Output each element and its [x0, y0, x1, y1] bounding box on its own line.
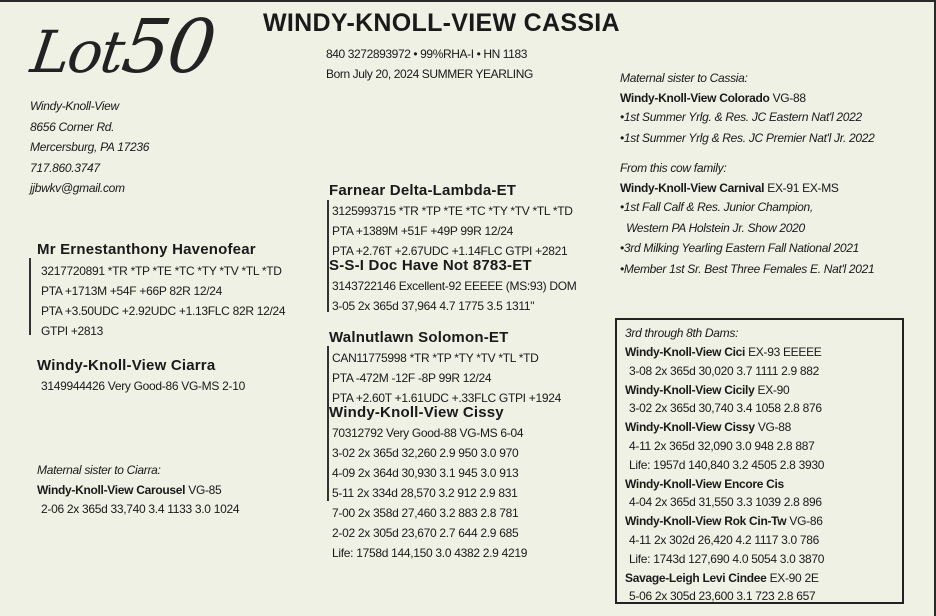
sire-bracket-line — [29, 258, 31, 335]
box-cow-score: VG-88 — [757, 420, 791, 434]
box-cow-title — [625, 343, 824, 362]
box-cow-score: EX-90 — [757, 382, 790, 397]
box-cow-name: Windy-Knoll-View Cici — [625, 345, 746, 359]
box-cow-record: 4-04 2x 365d 31,550 3.3 1039 2.8 896 — [629, 495, 822, 509]
sire-details — [41, 261, 285, 341]
sire-line: PTA +1713M +54F +66P 82R 12/24 — [41, 284, 223, 298]
lot-number — [26, 4, 220, 91]
box-cow-name: Savage-Leigh Levi Cindee — [625, 570, 767, 585]
box-cow-record: 4-11 2x 365d 32,090 3.0 948 2.8 887 — [629, 438, 815, 453]
box-cow-record: 4-11 2x 302d 26,420 4.2 1117 3.0 786 — [629, 532, 820, 547]
box-cow-score: EX-90 2E — [769, 570, 819, 585]
cow-family-note: •1st Fall Calf & Res. Junior Champion, — [620, 200, 813, 214]
dam-side-bracket-line — [327, 346, 329, 501]
dams-sire-line: PTA +2.60T +1.61UDC +.33FLC GTPI +1924 — [332, 391, 561, 405]
cassia-sister-score: VG-88 — [772, 90, 806, 105]
cow-family-name: Windy-Knoll-View Carnival — [620, 180, 765, 195]
animal-name: WINDY-KNOLL-VIEW CASSIA — [263, 9, 620, 37]
cow-family-heading: From this cow family: — [620, 161, 727, 175]
dams-sire-line: CAN11775998 *TR *TP *TY *TV *TL *TD — [332, 351, 539, 365]
dams-dam-record: 3-02 2x 365d 32,260 2.9 950 3.0 970 — [332, 446, 519, 460]
cow-family-section — [620, 158, 874, 279]
box-cow-score: VG-86 — [789, 514, 823, 528]
ciarra-sister-record: 2-06 2x 365d 33,740 3.4 1133 3.0 1024 — [41, 502, 240, 516]
ciarra-sister-heading: Maternal sister to Ciarra: — [37, 463, 161, 477]
box-cow-record: 3-02 2x 365d 30,740 3.4 1058 2.8 876 — [629, 401, 822, 415]
cassia-sister-heading: Maternal sister to Cassia: — [620, 71, 748, 85]
consignor-line: Mercersburg, PA 17236 — [30, 140, 150, 154]
dam-line: 3149944426 Very Good-86 VG-MS 2-10 — [41, 379, 245, 393]
box-cow-lifetime: Life: 1743d 127,690 4.0 5054 3.0 3870 — [629, 551, 825, 566]
dams-dam-lifetime: Life: 1758d 144,150 3.0 4382 2.9 4219 — [332, 546, 528, 560]
dams-dam-record: 7-00 2x 358d 27,460 3.2 883 2.8 781 — [332, 506, 519, 520]
sires-sire-name: Farnear Delta-Lambda-ET — [329, 182, 517, 199]
cassia-sister-note: •1st Summer Yrlg & Res. JC Premier Nat'l Jr. 2022 — [620, 130, 875, 145]
sires-sire-line: PTA +2.76T +2.67UDC +1.14FLC GTPI +2821 — [332, 244, 568, 258]
dams-dam-record: 5-11 2x 334d 28,570 3.2 912 2.9 831 — [332, 486, 518, 500]
animal-born-line: Born July 20, 2024 SUMMER YEARLING — [326, 67, 533, 81]
dams-dam-details — [332, 423, 527, 563]
cow-family-note: •Member 1st Sr. Best Three Females E. Nat'l 2021 — [620, 261, 875, 276]
sire-line: PTA +3.50UDC +2.92UDC +1.13FLC 82R 12/24 — [41, 304, 286, 318]
dam-name: Windy-Knoll-View Ciarra — [37, 357, 216, 374]
lot-word: Lot — [26, 18, 128, 86]
cassia-sister-section — [620, 68, 875, 148]
dams-sire-details — [332, 348, 561, 408]
box-cow-name: Windy-Knoll-View Rok Cin-Tw — [625, 514, 787, 528]
sire-name: Mr Ernestanthony Havenofear — [37, 241, 256, 258]
box-cow-title — [625, 381, 824, 400]
cassia-sister-name: Windy-Knoll-View Colorado — [620, 90, 770, 105]
dams-box — [615, 318, 904, 604]
cow-family-title — [620, 179, 874, 198]
box-cow-record: 5-06 2x 305d 23,600 3.1 723 2.8 657 — [629, 589, 816, 603]
dams-dam-line: 70312792 Very Good-88 VG-MS 6-04 — [332, 426, 524, 440]
ciarra-sister-section — [37, 460, 239, 519]
sires-dam-line: 3143722146 Excellent-92 EEEEE (MS:93) DOM — [332, 279, 577, 293]
dams-box-heading: 3rd through 8th Dams: — [625, 326, 739, 340]
sires-sire-line: PTA +1389M +51F +49P 99R 12/24 — [332, 224, 514, 238]
sires-sire-line: 3125993715 *TR *TP *TE *TC *TY *TV *TL *TD — [332, 204, 573, 218]
cassia-sister-title — [620, 89, 875, 108]
dams-sire-name: Walnutlawn Solomon-ET — [329, 329, 509, 346]
sires-dam-line: 3-05 2x 365d 37,964 4.7 1775 3.5 1311" — [332, 299, 535, 313]
ciarra-sister-score: VG-85 — [188, 482, 222, 497]
consignor-line: Windy-Knoll-View — [30, 99, 119, 113]
cow-family-score: EX-91 EX-MS — [767, 180, 839, 195]
sires-dam-details — [332, 276, 577, 316]
ciarra-sister-title — [37, 481, 239, 500]
lot-digits: 50 — [117, 4, 220, 90]
box-cow-title — [625, 475, 824, 494]
sires-sire-details — [332, 201, 573, 261]
consignor-email: jjbwkv@gmail.com — [30, 181, 125, 195]
cassia-sister-note: •1st Summer Yrlg. & Res. JC Eastern Nat'l 2022 — [620, 110, 862, 124]
consignor-line: 717.860.3747 — [30, 160, 100, 175]
box-cow-name: Windy-Knoll-View Encore Cis — [625, 476, 784, 491]
box-cow-score: EX-93 EEEEE — [748, 345, 822, 359]
sire-line: 3217720891 *TR *TP *TE *TC *TY *TV *TL *TD — [41, 264, 282, 278]
consignor-line: 8656 Corner Rd. — [30, 119, 115, 134]
box-cow-title — [625, 569, 824, 588]
animal-id-line: 840 3272893972 • 99%RHA-I • HN 1183 — [326, 47, 527, 61]
cow-family-note: Western PA Holstein Jr. Show 2020 — [620, 220, 805, 235]
sire-line: GTPI +2813 — [41, 324, 104, 338]
box-cow-name: Windy-Knoll-View Cissy — [625, 420, 755, 434]
cow-family-note: •3rd Milking Yearling Eastern Fall National 2021 — [620, 241, 860, 255]
sires-dam-name: S-S-I Doc Have Not 8783-ET — [329, 257, 532, 274]
box-cow-lifetime: Life: 1957d 140,840 3.2 4505 2.8 3930 — [629, 457, 825, 472]
dams-sire-line: PTA -472M -12F -8P 99R 12/24 — [332, 371, 492, 385]
dams-dam-name: Windy-Knoll-View Cissy — [329, 404, 504, 421]
consignor-info — [30, 96, 149, 199]
box-cow-name: Windy-Knoll-View Cicily — [625, 382, 755, 397]
box-cow-record: 3-08 2x 365d 30,020 3.7 1111 2.9 882 — [629, 363, 820, 378]
box-cow-title — [625, 512, 824, 531]
dams-dam-record: 2-02 2x 305d 23,670 2.7 644 2.9 685 — [332, 526, 519, 540]
ciarra-sister-name: Windy-Knoll-View Carousel — [37, 482, 186, 497]
box-cow-title — [625, 418, 824, 437]
dams-box-content — [625, 324, 824, 606]
dams-dam-record: 4-09 2x 364d 30,930 3.1 945 3.0 913 — [332, 466, 519, 480]
